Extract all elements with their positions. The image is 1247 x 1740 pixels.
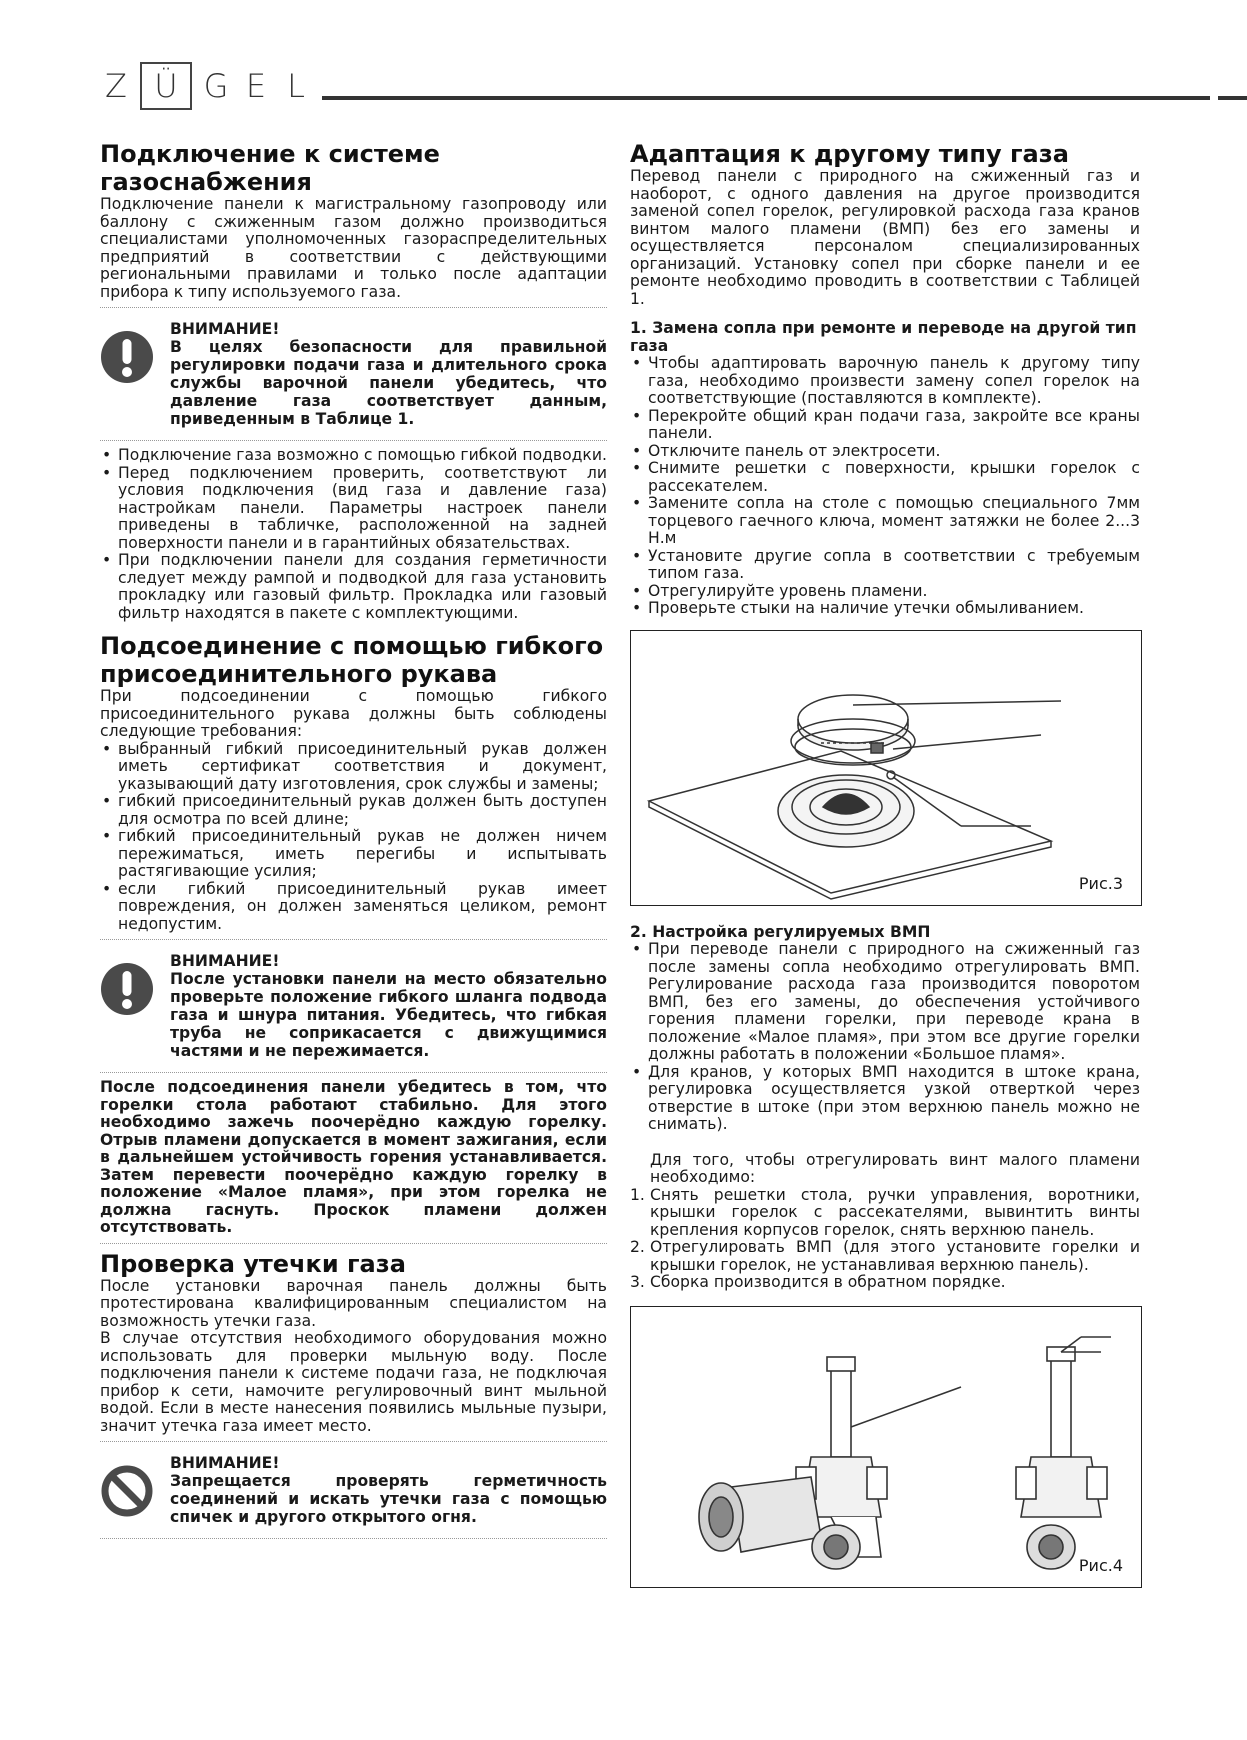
list-item: • Отрегулируйте уровень пламени.	[630, 583, 1140, 601]
list-item: • Снимите решетки с поверхности, крышки горелок с рассекателем.	[630, 460, 1140, 495]
warning-title: ВНИМАНИЕ!	[170, 1454, 280, 1472]
warning-text: После установки панели на место обязательно проверьте положение гибкого шланга подвода газа и шнура питания. Убедитесь, что гибкая труба не соприкасается с движущимися частями и не пережимается.	[170, 970, 607, 1060]
logo-letter-boxed: Ü	[140, 62, 192, 110]
logo-letter: E	[245, 67, 267, 105]
warning-text: В целях безопасности для правильной регулировки подачи газа и длительного срока службы варочной панели убедитесь, что давление газа соответствует данным, приведенным в Таблице 1.	[170, 338, 607, 428]
divider	[100, 1072, 607, 1073]
brand-logo	[96, 66, 316, 106]
exclamation-icon	[100, 962, 154, 1016]
section-title-leak-check: Проверка утечки газа	[100, 1249, 406, 1278]
warning-title: ВНИМАНИЕ!	[170, 320, 280, 338]
warning-box-open-fire	[100, 1448, 607, 1532]
warning-box-hose	[100, 946, 607, 1066]
connection-list	[100, 447, 607, 622]
subsection-title-vmp: 2. Настройка регулируемых ВМП	[630, 922, 931, 941]
vmp-steps-list	[630, 1187, 1140, 1292]
list-item: • Для кранов, у которых ВМП находится в штоке крана, регулировка осуществляется узкой отверткой через отверстие в штоке (при этом верхнюю панель можно не снимать).	[630, 1064, 1140, 1134]
list-item: • Подключение газа возможно с помощью гибкой подводки.	[100, 447, 607, 465]
list-item: • выбранный гибкий присоединительный рукав должен иметь сертификат соответствия и документ, указывающий дату изготовления, срок службы и замены;	[100, 741, 607, 794]
list-item: • гибкий присоединительный рукав должен быть доступен для осмотра по всей длине;	[100, 793, 607, 828]
logo-letter: Z	[105, 67, 127, 105]
figure-3-burner	[630, 630, 1142, 906]
header-rule-end	[1218, 96, 1247, 100]
divider	[100, 440, 607, 441]
divider	[100, 307, 607, 308]
list-item	[630, 1274, 1140, 1292]
warning-title: ВНИМАНИЕ!	[170, 952, 280, 970]
list-item: • Перекройте общий кран подачи газа, закройте все краны панели.	[630, 408, 1140, 443]
flexible-hose-paragraph: При подсоединении с помощью гибкого присоединительного рукава должны быть соблюдены следующие требования:	[100, 687, 607, 740]
prohibited-icon	[100, 1464, 154, 1518]
header-rule	[322, 96, 1210, 100]
hose-requirements-list	[100, 741, 607, 934]
list-item: • Перед подключением проверить, соответствуют ли условия подключения (вид газа и давление газа) настройкам панели. Параметры настроек панели приведены в табличке, расположенной на задней поверхности панели и в гарантийных обязательствах.	[100, 465, 607, 553]
list-item: • Установите другие сопла в соответствии с требуемым типом газа.	[630, 548, 1140, 583]
step-text: Сборка производится в обратном порядке.	[650, 1273, 1006, 1291]
step-number: 1.	[630, 1185, 645, 1204]
step-text: Снять решетки стола, ручки управления, воротники, крышки горелок с рассекателями, вывинтить винты крепления корпусов горелок, снять верхнюю панель.	[650, 1185, 1140, 1239]
list-item	[630, 1239, 1140, 1274]
step-number: 3.	[630, 1273, 645, 1291]
burner-check-paragraph: После подсоединения панели убедитесь в том, что горелки стола работают стабильно. Для этого необходимо зажечь поочерёдно каждую горелку. Отрыв пламени допускается в момент зажигания, если в дальнейшем устойчивость горения устанавливается. Затем перевести поочерёдно каждую горелку в положение «Малое пламя», при этом горелка не должна гаснуть. Проскок пламени должен отсутствовать.	[100, 1078, 607, 1236]
burner-illustration	[631, 631, 1141, 905]
warning-box-pressure	[100, 314, 607, 434]
figure-4-valves	[630, 1306, 1142, 1588]
exclamation-icon	[100, 330, 154, 384]
divider	[100, 939, 607, 940]
divider	[100, 1538, 607, 1539]
section-title-flexible-hose: Подсоединение с помощью гибкого присоединительного рукава	[100, 632, 604, 688]
left-column	[100, 140, 607, 1545]
divider	[100, 1441, 607, 1442]
logo-letter: G	[203, 67, 229, 105]
list-item: • если гибкий присоединительный рукав имеет повреждения, он должен заменяться целиком, ремонт недопустим.	[100, 881, 607, 934]
gas-adaptation-paragraph: Перевод панели с природного на сжиженный газ и наоборот, с одного давления на другое производится заменой сопел горелок, регулировкой расхода газа кранов винтом малого пламени (ВМП) без его замены и осуществляется персоналом специализированных организаций. Установку сопел при сборке панели и ее ремонте необходимо проводить в соответствии с Таблицей 1.	[630, 167, 1140, 308]
figure-caption: Рис.3	[1078, 873, 1123, 893]
logo-letter: L	[287, 67, 305, 105]
list-item: • Проверьте стыки на наличие утечки обмыливанием.	[630, 600, 1140, 618]
subsection-title-nozzle: 1. Замена сопла при ремонте и переводе на другой тип газа	[630, 319, 1137, 355]
right-column	[630, 140, 1140, 1588]
figure-caption: Рис.4	[1078, 1555, 1123, 1575]
section-title-gas-connection: Подключение к системе газоснабжения	[100, 140, 440, 196]
leak-check-paragraph-1: После установки варочная панель должны быть протестирована квалифицированным специалистом на возможность утечки газа.	[100, 1276, 607, 1330]
list-item: • Замените сопла на столе с помощью специального 7мм торцевого гаечного ключа, момент затяжки не более 2...3 Н.м	[630, 495, 1140, 548]
warning-text: Запрещается проверять герметичность соединений и искать утечки газа с помощью спичек и другого открытого огня.	[170, 1472, 607, 1526]
list-item: • Отключите панель от электросети.	[630, 443, 1140, 461]
step-text: Отрегулировать ВМП (для этого установите горелки и крышки горелок, не устанавливая верхнюю панель).	[650, 1238, 1140, 1274]
nozzle-replacement-list	[630, 355, 1140, 618]
step-number: 2.	[630, 1238, 645, 1256]
list-item: • При подключении панели для создания герметичности следует между рампой и подводкой для газа установить прокладку или газовый фильтр. Прокладка или газовый фильтр находятся в пакете с комплектующими.	[100, 552, 607, 622]
list-item	[630, 1187, 1140, 1240]
vmp-intro-paragraph: Для того, чтобы отрегулировать винт малого пламени необходимо:	[650, 1150, 1140, 1186]
list-item: • гибкий присоединительный рукав не должен ничем пережиматься, иметь перегибы и испытывать растягивающие усилия;	[100, 828, 607, 881]
divider	[100, 1243, 607, 1244]
list-item: • Чтобы адаптировать варочную панель к другому типу газа, необходимо произвести замену сопел горелок на соответствующие (поставляются в комплекте).	[630, 355, 1140, 408]
leak-check-paragraph-2: В случае отсутствия необходимого оборудования можно использовать для проверки мыльную воду. После подключения панели к системе подачи газа, не подключая прибор к сети, намочите регулировочный винт мыльной водой. Если в месте нанесения появились мыльные пузыри, значит утечка газа имеет место.	[100, 1329, 607, 1435]
gas-connection-paragraph: Подключение панели к магистральному газопроводу или баллону с сжиженным газом должно производиться специалистами уполномоченных газораспределительных предприятий в соответствии с действующими региональными правилами и только после адаптации прибора к типу используемого газа.	[100, 195, 607, 301]
section-title-gas-adaptation: Адаптация к другому типу газа	[630, 140, 1069, 168]
valves-illustration	[631, 1307, 1141, 1587]
vmp-adjustment-list	[630, 941, 1140, 1134]
list-item: • При переводе панели с природного на сжиженный газ после замены сопла необходимо отрегулировать ВМП. Регулирование расхода газа производится поворотом ВМП, без его замены, до обеспечения устойчивого горения пламени горелки, при переводе крана в положение «Малое пламя», при этом все другие горелки должны работать в положении «Большое пламя».	[630, 941, 1140, 1064]
